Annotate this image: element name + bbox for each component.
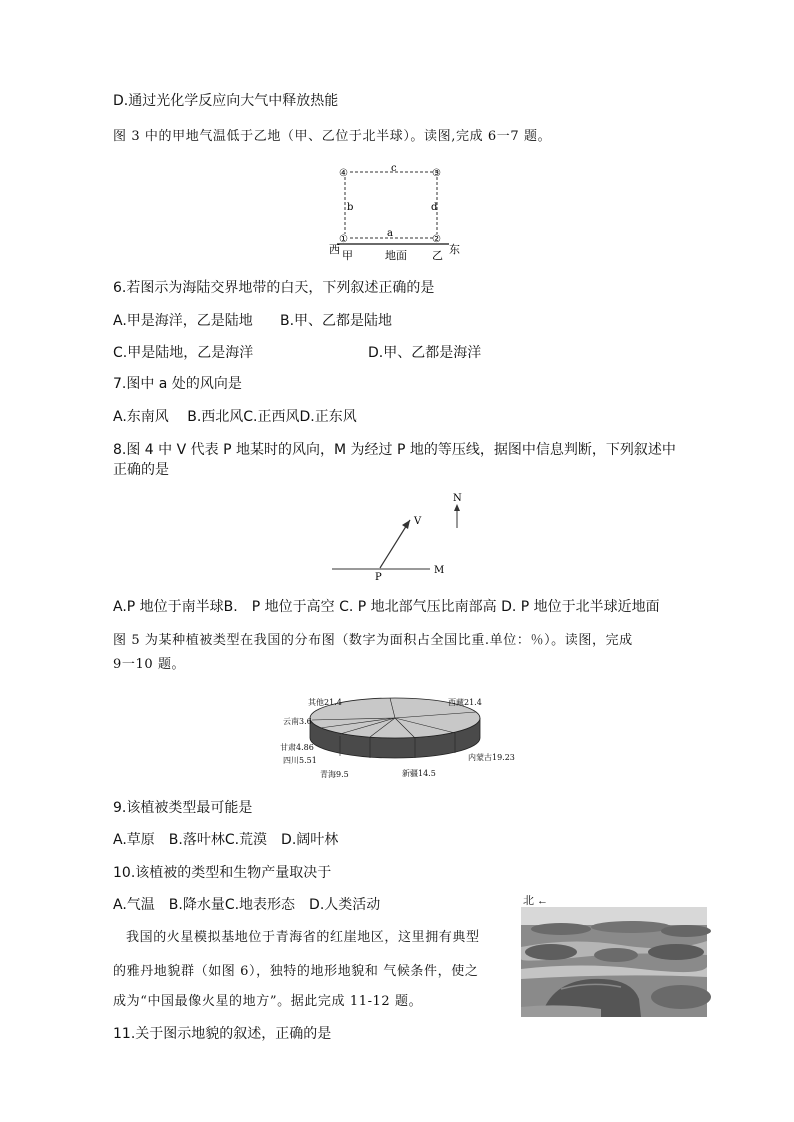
label-b: b — [347, 202, 354, 213]
label-tibet: 西藏21.4 — [448, 698, 482, 707]
point-1: ① — [339, 234, 348, 245]
question-11-stem: 11.关于图示地貌的叙述，正确的是 — [113, 1026, 332, 1042]
label-a: a — [387, 228, 393, 239]
yardang-landscape — [521, 907, 707, 1017]
label-d: d — [431, 202, 438, 213]
point-4: ④ — [339, 168, 348, 179]
label-sichuan: 四川5.51 — [283, 756, 317, 765]
label-other: 其他21.4 — [308, 698, 342, 707]
label-yunnan: 云南3.6 — [283, 717, 312, 726]
label-v: V — [414, 516, 422, 527]
question-6-option-b: B.甲、乙都是陆地 — [280, 313, 393, 329]
figure-6-yardang-photo — [521, 893, 707, 1017]
label-qinghai: 青海9.5 — [320, 770, 349, 779]
question-6-option-a: A.甲是海洋，乙是陆地 — [113, 313, 253, 329]
figure-3-thermal-circulation — [325, 162, 465, 266]
label-innermongolia: 内蒙古19.23 — [468, 753, 515, 762]
question-9-options: A.草原 B.落叶林C.荒漠 D.阔叶林 — [113, 832, 339, 848]
west-arrow-icon: ← — [534, 895, 549, 907]
question-6-stem: 6.若图示为海陆交界地带的白天，下列叙述正确的是 — [113, 280, 435, 296]
question-10-stem: 10.该植被的类型和生物产量取决于 — [113, 865, 332, 881]
question-6-option-d: D.甲、乙都是海洋 — [368, 345, 482, 361]
question-7-stem: 7.图中 a 处的风向是 — [113, 376, 242, 392]
north-indicator — [523, 895, 548, 907]
option-d-previous: D.通过光化学反应向大气中释放热能 — [113, 93, 339, 109]
question-7-options: A.东南风 B.西北风C.正西风D.正东风 — [113, 409, 357, 425]
passage-line3: 成为“中国最像火星的地方”。据此完成 11-12 题。 — [113, 994, 423, 1009]
label-ground: 地面 — [385, 249, 407, 262]
question-9-stem: 9.该植被类型最可能是 — [113, 800, 253, 816]
question-8-options: A.P 地位于南半球B. P 地位于高空 C. P 地北部气压比南部高 D. P 地位于北半球近地面 — [113, 599, 660, 615]
label-east: 东 — [449, 243, 460, 256]
label-gansu: 甘肃4.86 — [280, 743, 314, 752]
intro-questions-9-10-line1: 图 5 为某种植被类型在我国的分布图（数字为面积占全国比重.单位：％）。读图，完成 — [113, 633, 633, 648]
label-p: P — [375, 572, 382, 583]
question-6-option-c: C.甲是陆地，乙是海洋 — [113, 345, 254, 361]
question-10-options: A.气温 B.降水量C.地表形态 D.人类活动 — [113, 897, 381, 913]
label-jia: 甲 — [342, 249, 353, 262]
label-yi: 乙 — [432, 249, 443, 262]
question-8-stem-line2: 正确的是 — [113, 462, 169, 478]
passage-line1: 我国的火星模拟基地位于青海省的红崖地区，这里拥有典型 — [126, 930, 480, 945]
intro-questions-6-7: 图 3 中的甲地气温低于乙地（甲、乙位于北半球）。读图,完成 6一7 题。 — [113, 129, 552, 144]
north-arrowhead — [454, 504, 460, 511]
north-label: 北 — [523, 895, 534, 907]
wind-arrowhead — [402, 520, 410, 529]
label-n: N — [453, 493, 462, 504]
label-xinjiang: 新疆14.5 — [402, 769, 436, 778]
intro-questions-9-10-line2: 9一10 题。 — [113, 657, 186, 672]
point-3: ③ — [432, 168, 441, 179]
passage-line2: 的雅丹地貌群（如图 6），独特的地形地貌和 气候条件，使之 — [113, 964, 479, 979]
figure-5-pie-chart — [270, 690, 550, 790]
figure-4-wind-isobar — [330, 492, 460, 584]
point-2: ② — [432, 234, 441, 245]
question-8-stem-line1: 8.图 4 中 V 代表 P 地某时的风向，M 为经过 P 地的等压线，据图中信息判断，下列叙述中 — [113, 442, 676, 458]
label-west: 西 — [329, 243, 340, 256]
label-m: M — [434, 565, 445, 576]
label-c: c — [391, 163, 397, 174]
